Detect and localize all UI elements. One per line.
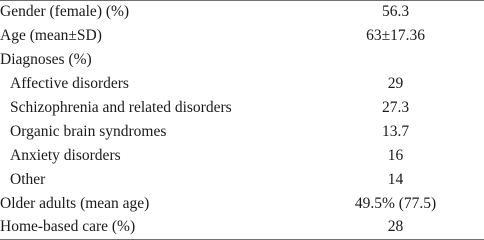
row-value-cell	[381, 0, 410, 24]
table-row-gender	[0, 0, 484, 24]
row-label: Gender (female) (%)	[0, 3, 130, 20]
row-label: Anxiety disorders	[10, 147, 121, 164]
row-value: 63±17.36	[366, 27, 425, 44]
row-value-cell	[354, 192, 437, 216]
row-label: Affective disorders	[10, 75, 129, 92]
row-value-cell	[381, 120, 410, 144]
table-row-organic	[0, 120, 484, 144]
row-label: Other	[10, 171, 46, 188]
row-value-cell	[387, 144, 404, 168]
row-value: 14	[387, 171, 404, 188]
row-value: 13.7	[381, 123, 410, 140]
row-value: 27.3	[381, 99, 410, 116]
row-value-cell	[366, 24, 425, 48]
table-row-anxiety	[0, 144, 484, 168]
table-row-diagnoses	[0, 48, 484, 72]
row-value-cell	[381, 96, 410, 120]
row-label: Organic brain syndromes	[10, 123, 167, 140]
row-label: Age (mean±SD)	[0, 27, 102, 44]
row-value-cell	[387, 72, 404, 96]
table-row-schizophrenia	[0, 96, 484, 120]
row-value: 28	[387, 218, 404, 235]
row-label: Older adults (mean age)	[0, 195, 150, 212]
table-row-other	[0, 168, 484, 192]
row-value-cell	[387, 215, 404, 239]
table-row-affective	[0, 72, 484, 96]
row-value-cell	[387, 168, 404, 192]
table-row-home-care	[0, 215, 484, 239]
table-row-older-adults	[0, 192, 484, 216]
row-value: 16	[387, 147, 404, 164]
table-row-age	[0, 24, 484, 48]
row-value: 29	[387, 75, 404, 92]
row-label: Schizophrenia and related disorders	[10, 99, 232, 116]
row-label: Home-based care (%)	[0, 218, 136, 235]
row-label: Diagnoses (%)	[0, 51, 92, 68]
row-value: 56.3	[381, 3, 410, 20]
row-value: 49.5% (77.5)	[354, 195, 437, 212]
